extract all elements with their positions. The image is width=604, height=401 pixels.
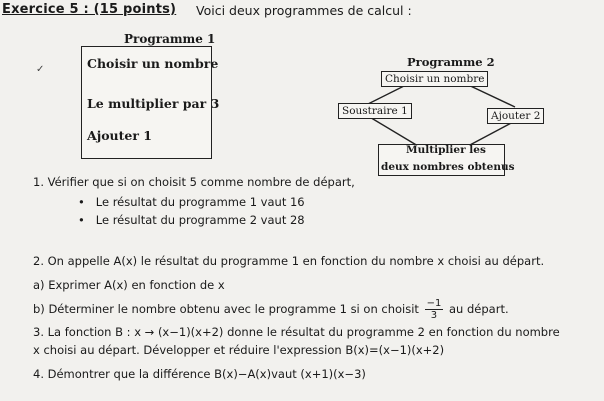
- question-2b: [33, 298, 509, 321]
- program2-title: Programme 2: [407, 55, 495, 69]
- q1-bullet-2: [78, 213, 305, 227]
- program2-subtract-box: Soustraire 1: [338, 103, 412, 119]
- q1-bullet-1: [78, 195, 305, 209]
- program1-step-3: Ajouter 1: [87, 128, 153, 143]
- program2-multiply-line1: Multiplier les: [406, 144, 486, 156]
- fraction-denominator: 3: [430, 310, 438, 321]
- program2-add-box: Ajouter 2: [487, 108, 544, 124]
- program1-title: Programme 1: [124, 32, 216, 46]
- q1-bullet-2-text: Le résultat du programme 2 vaut 28: [95, 213, 305, 227]
- question-2: 2. On appelle A(x) le résultat du programme 1 en fonction du nombre x choisi au départ.: [33, 254, 545, 268]
- question-3-line2: [33, 343, 444, 357]
- fraction-minus-one-third: [425, 298, 444, 321]
- q4-result: (x+1)(x−3): [300, 367, 366, 381]
- q4-text: 4. Démontrer que la différence: [33, 367, 211, 381]
- q3-function: 3. La fonction B : x → (x−1)(x+2): [33, 325, 224, 339]
- program2-multiply-line2: deux nombres obtenus: [381, 161, 515, 173]
- q4-difference: B(x)−A(x): [214, 367, 272, 381]
- question-3-line1: [33, 325, 560, 339]
- q3-expression: B(x)=(x−1)(x+2): [345, 343, 445, 357]
- q4-vaut: vaut: [271, 367, 297, 381]
- bullet-icon: •: [78, 195, 85, 209]
- q2b-after: au départ.: [449, 302, 509, 316]
- program1-step-2: Le multiplier par 3: [87, 96, 220, 111]
- fraction-numerator: −1: [426, 298, 442, 309]
- exercise-title: Exercice 5 : (15 points): [2, 2, 177, 17]
- q1-bullet-1-text: Le résultat du programme 1 vaut 16: [95, 195, 305, 209]
- q2b-text: b) Déterminer le nombre obtenu avec le programme 1 si on choisit: [33, 302, 419, 316]
- question-4: [33, 367, 366, 381]
- bullet-icon: •: [78, 213, 85, 227]
- program1-step-1: Choisir un nombre: [87, 56, 219, 71]
- program2-choose-box: Choisir un nombre: [381, 71, 488, 87]
- question-1: 1. Vérifier que si on choisit 5 comme nombre de départ,: [33, 175, 355, 189]
- pencil-tick-mark: ✓: [36, 64, 45, 75]
- exercise-intro: Voici deux programmes de calcul :: [196, 3, 412, 18]
- q3-text: donne le résultat du programme 2 en fonction du nombre: [227, 325, 560, 339]
- question-2a: a) Exprimer A(x) en fonction de x: [33, 278, 225, 292]
- q3-text-2: x choisi au départ. Développer et réduire l'expression: [33, 343, 342, 357]
